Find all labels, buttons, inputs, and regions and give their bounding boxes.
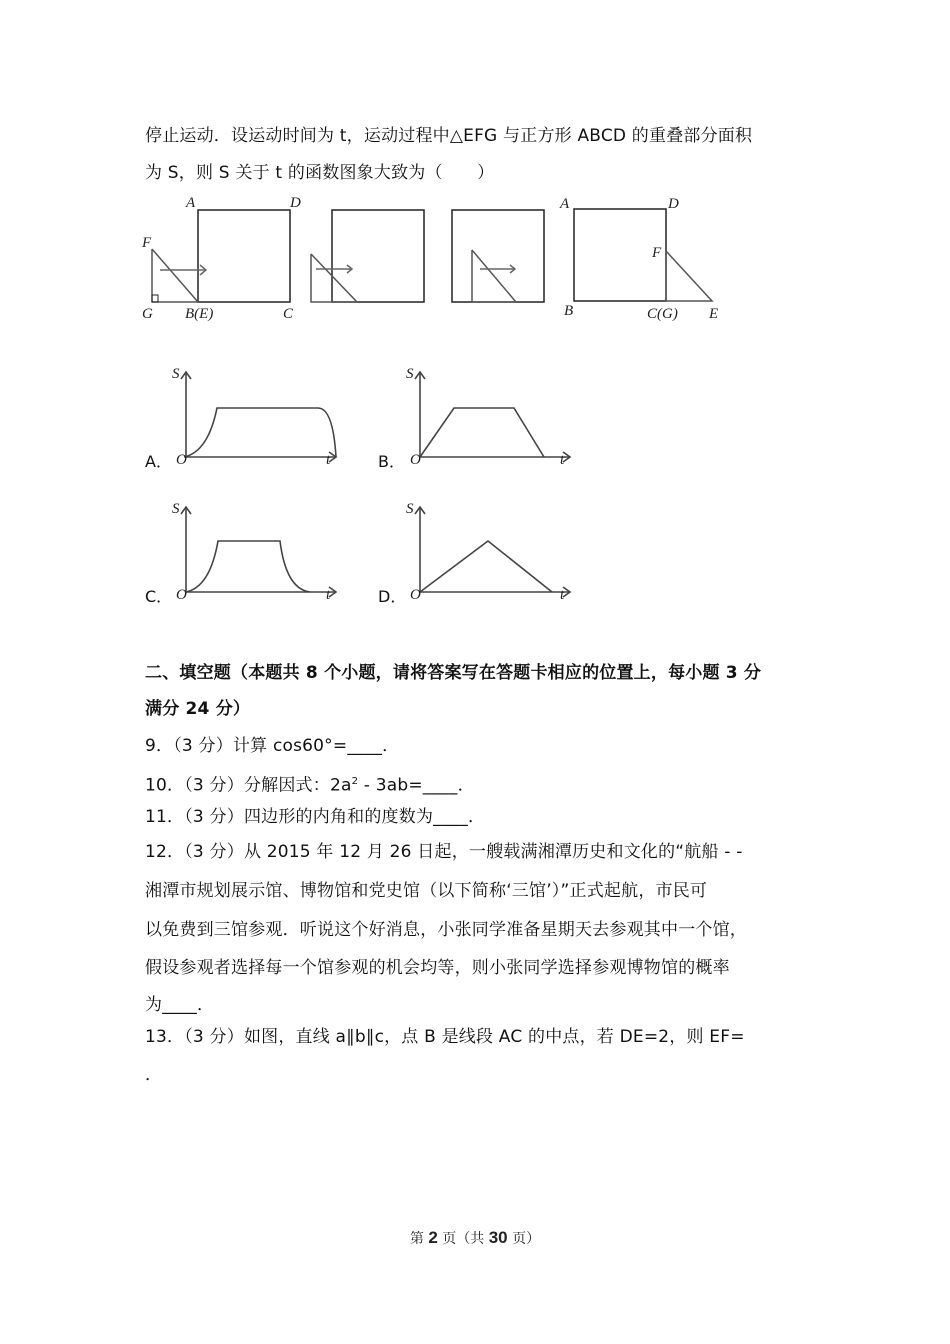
option-c-curve: [186, 541, 310, 592]
label-f-4: F: [652, 245, 662, 261]
question-10-pre: 10．（3 分）分解因式：2a: [145, 775, 352, 796]
s-axis-label: S: [406, 366, 414, 382]
question-12-line4: 假设参观者选择每一个馆参观的机会均等，则小张同学选择参观博物馆的概率: [145, 958, 730, 978]
triangle-efg-2: [311, 254, 357, 302]
question-12-line5: 为____．: [145, 995, 215, 1015]
motion-figure: [140, 195, 740, 334]
question-13-line2: ．: [145, 1065, 163, 1085]
page-footer: [0, 1228, 950, 1248]
question-12-line2: 湘潭市规划展示馆、博物馆和党史馆（以下简称‘三馆’）”正式起航，市民可: [145, 881, 708, 901]
label-b-4: B: [564, 303, 574, 319]
s-axis-label: S: [172, 366, 180, 382]
triangle-efg-1: [152, 249, 198, 302]
origin-label: O: [410, 587, 421, 603]
question-11: 11．（3 分）四边形的内角和的度数为____．: [145, 807, 486, 827]
option-b-graph[interactable]: [404, 362, 584, 476]
label-d-1: D: [290, 195, 301, 211]
t-axis-label: t: [560, 452, 565, 468]
question-10-sup: 2: [351, 776, 359, 787]
label-cg: C(G): [647, 306, 678, 322]
origin-label: O: [410, 452, 421, 468]
option-a-label[interactable]: A．: [145, 452, 172, 471]
square-abcd-1: [198, 210, 290, 302]
square-abcd-3: [452, 210, 544, 302]
q8-text-line1: 停止运动．设运动时间为 t，运动过程中△EFG 与正方形 ABCD 的重叠部分面积: [145, 126, 753, 146]
s-axis-label: S: [406, 501, 414, 517]
option-b-curve: [420, 408, 544, 457]
triangle-efg-3: [472, 250, 516, 302]
s-axis-label: S: [172, 501, 180, 517]
t-axis-label: t: [326, 587, 331, 603]
footer-suffix: 页）: [507, 1231, 541, 1247]
option-b-label[interactable]: B．: [378, 452, 405, 471]
question-13-line1: 13．（3 分）如图，直线 a∥b∥c，点 B 是线段 AC 的中点，若 DE=2，则 EF=: [145, 1027, 745, 1047]
label-c-1: C: [283, 306, 294, 322]
label-a-1: A: [186, 195, 196, 211]
option-a-curve: [184, 408, 336, 457]
section2-heading-line1: 二、填空题（本题共 8 个小题，请将答案写在答题卡相应的位置上，每小题 3 分: [145, 663, 762, 683]
origin-label: O: [176, 452, 187, 468]
option-d-graph[interactable]: [404, 497, 584, 611]
question-12-line1: 12．（3 分）从 2015 年 12 月 26 日起，一艘载满湘潭历史和文化的“航船 - -: [145, 842, 743, 862]
question-9: 9．（3 分）计算 cos60°=____．: [145, 736, 400, 756]
label-f-1: F: [142, 235, 152, 251]
footer-middle: 页（共: [437, 1231, 489, 1247]
label-e-4: E: [709, 306, 719, 322]
footer-page-number: 2: [428, 1228, 438, 1247]
footer-total-pages: 30: [488, 1228, 508, 1247]
label-g-1: G: [142, 306, 153, 322]
option-d-curve: [420, 541, 552, 592]
label-be: B(E): [185, 306, 214, 322]
origin-label: O: [176, 587, 187, 603]
t-axis-label: t: [560, 587, 565, 603]
section2-heading-line2: 满分 24 分）: [145, 699, 251, 719]
footer-prefix: 第: [409, 1231, 429, 1247]
label-d-4: D: [668, 196, 679, 212]
option-c-graph[interactable]: [170, 497, 350, 611]
right-angle-mark: [152, 295, 158, 302]
question-12-line3: 以免费到三馆参观．听说这个好消息，小张同学准备星期天去参观其中一个馆，: [145, 920, 747, 940]
question-10: [145, 771, 475, 797]
q8-text-line2: 为 S，则 S 关于 t 的函数图象大致为（ ）: [145, 163, 495, 183]
question-10-post: - 3ab=____．: [358, 775, 475, 796]
option-c-label[interactable]: C．: [145, 587, 173, 606]
option-d-label[interactable]: D．: [378, 587, 407, 606]
option-a-graph[interactable]: [170, 362, 350, 476]
label-a-4: A: [560, 196, 570, 212]
square-abcd-2: [332, 210, 424, 302]
triangle-efg-4: [666, 251, 712, 301]
t-axis-label: t: [326, 452, 331, 468]
